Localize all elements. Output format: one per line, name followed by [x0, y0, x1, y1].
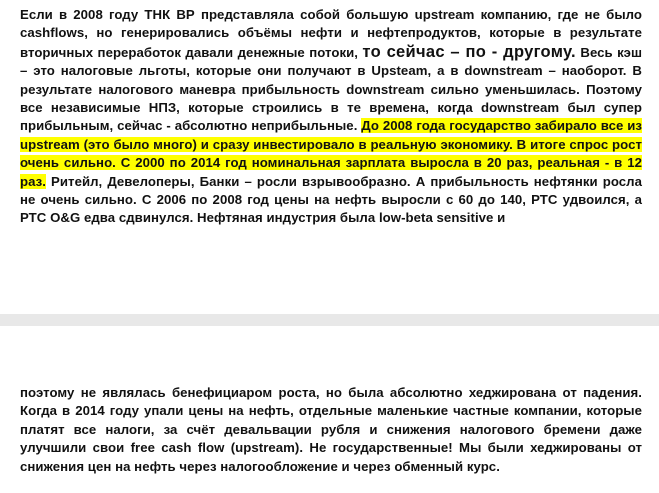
text-growth: Ритейл, Девелоперы, Банки – росли взрывообразно. А прибыльность нефтянки росла не очень сильно. С 2006 по 2008 год цены на нефть выросли с 60 до 140, РТС удвоился, а РТС O&G едва сдвинулся. Нефтяная индустрия была low-beta sensitive и	[20, 173, 642, 226]
text-tax-maneuver: Весь кэш – это налоговые льготы, которые они получают в Upsteam, а в downstream – наоборот. В результате налогового маневра прибыльность downstream сильно уменьшилась. Поэтому все независимые НПЗ, которые строились в те времена, когда downstream был супер прибыльным, сейчас - абсолютно неприбыльные.	[20, 44, 642, 134]
page-divider	[0, 314, 659, 326]
paragraph-oil-industry	[20, 6, 642, 228]
highlighted-text: До 2008 года государство забирало все из upstream (это было много) и сразу инвестировало в реальную экономику. В итоге спрос рост очень сильно. С 2000 по 2014 год номинальная зарплата выросла в 20 раз, реальная - в 12 раз.	[20, 118, 642, 189]
text-emphasis: то сейчас – по - другому.	[362, 42, 576, 61]
text-intro: Если в 2008 году ТНК ВР представляла собой большую upstream компанию, где не было cashflows, но генерировались объёмы нефти и нефтепродуктов, которые в результате вторичных переработок давали денежные потоки,	[20, 7, 642, 60]
paragraph-hedging: поэтому не являлась бенефициаром роста, но была абсолютно хеджирована от падения. Когда в 2014 году упали цены на нефть, отдельные маленькие частные компании, которые платят все налоги, за счёт девальвации рубля и снижения налогового бремени даже улучшили свои free cash flow (upstream). Не государственные! Мы были хеджированы от снижения цен на нефть через налогообложение и через обменный курс.	[20, 385, 642, 474]
document-page-2	[0, 326, 659, 493]
